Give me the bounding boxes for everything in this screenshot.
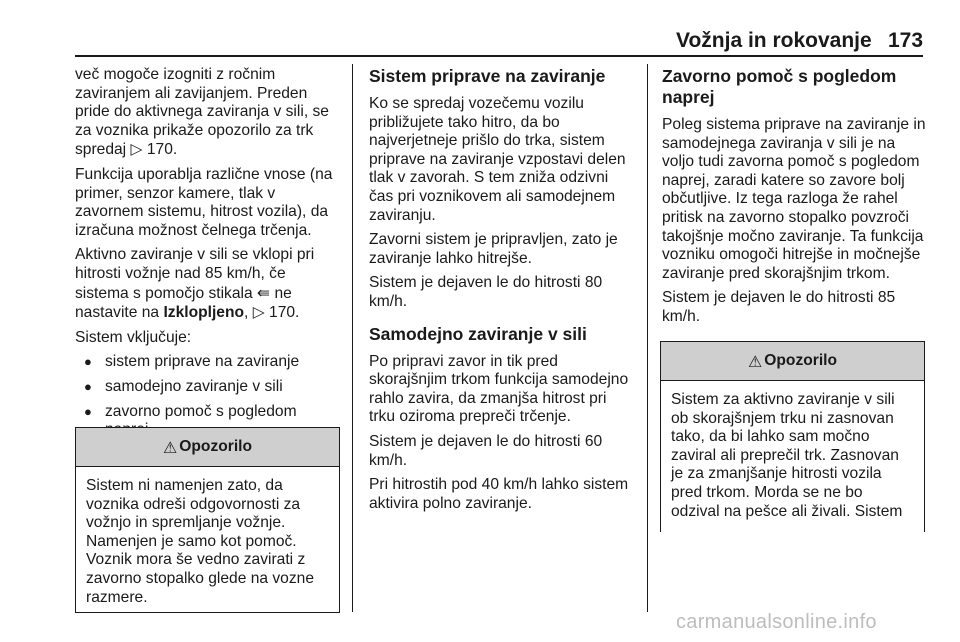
left-paragraph-3-bold: Izklopljeno bbox=[163, 304, 245, 322]
middle-paragraph-2: Zavorni sistem je pripravljen, zato je zaviranje lahko hitrejše. bbox=[369, 231, 618, 267]
middle-column bbox=[369, 66, 635, 519]
section-heading-forward-brake-assist: Zavorno pomoč s pogledom naprej bbox=[662, 66, 897, 107]
right-column bbox=[662, 66, 928, 333]
left-warning-box bbox=[75, 427, 340, 613]
watermark: carmanualsonline.info bbox=[676, 611, 877, 633]
left-paragraph-1 bbox=[75, 66, 343, 160]
list-item: ● sistem priprave na zaviranje bbox=[75, 353, 343, 372]
left-paragraph-2: Funkcija uporablja različne vnose (na primer, senzor kamere, tlak v zavornem sistemu, hitrost vozila), da izračuna možnost čelnega trčenja. bbox=[75, 165, 333, 239]
right-warning-title: Opozorilo bbox=[764, 352, 838, 369]
left-paragraph-4: Sistem vključuje: bbox=[75, 328, 192, 346]
right-paragraph-2: Sistem je dejaven le do hitrosti 85 km/h. bbox=[662, 289, 896, 325]
middle-paragraph-3: Sistem je dejaven le do hitrosti 80 km/h. bbox=[369, 274, 603, 310]
column-separator-left bbox=[352, 64, 353, 612]
left-paragraph-1-ref[interactable]: 170. bbox=[146, 141, 178, 159]
right-warning-header bbox=[661, 342, 924, 381]
left-warning-text: Sistem ni namenjen zato, da voznika odreši odgovornosti za vožnjo in spremljanje vožnje. Namenjen je samo kot pomoč. Voznik mora še vedno zavirati z zavorno stopalko glede na vozne razmere. bbox=[86, 477, 314, 606]
list-item: ● samodejno zaviranje v sili bbox=[75, 378, 343, 397]
middle-paragraph-4: Po pripravi zavor in tik pred skorajšnjim trkom funkcija samodejno rahlo zavira, da zmanjša hitrost pri trku oziroma prepreči trčenje. bbox=[369, 352, 629, 426]
list-item: ● zavorno pomoč s pogledom bbox=[75, 403, 343, 440]
middle-paragraph-6: Pri hitrostih pod 40 km/h lahko sistem aktivira polno zaviranje. bbox=[369, 476, 629, 512]
header-title: Vožnja in rokovanje bbox=[676, 29, 872, 52]
section-heading-emergency-braking: Samodejno zaviranje v sili bbox=[369, 323, 587, 344]
warning-triangle-icon: ⚠ bbox=[162, 437, 178, 457]
right-paragraph-1: Poleg sistema priprave na zaviranje in samodejnega zaviranja v sili je na voljo tudi zavorna pomoč s pogledom naprej, zaradi katere so zavore bolj občutljive. Iz tega razloga že rahel pritisk na zavorno stopalko povzroči takojšnje močno zaviranje. Ta funkcija vozniku omogoči hitrejše in močnejše zaviranje pred skorajšnjim trkom. bbox=[662, 116, 926, 282]
left-paragraph-3-ref[interactable]: 170. bbox=[269, 304, 300, 322]
section-heading-brake-prep: Sistem priprave na zaviranje bbox=[369, 66, 606, 86]
left-warning-title: Opozorilo bbox=[179, 438, 253, 455]
right-warning-box bbox=[660, 341, 925, 532]
left-warning-header bbox=[76, 428, 339, 467]
left-paragraph-3-text-b: ne nastavite na bbox=[75, 284, 292, 322]
page-number: 173 bbox=[888, 29, 924, 52]
reference-arrow-icon: ▷ bbox=[130, 140, 143, 159]
header-rule bbox=[75, 55, 923, 57]
reference-arrow-icon: ▷ bbox=[252, 303, 265, 322]
left-column bbox=[75, 66, 343, 446]
left-paragraph-3-text-a: Aktivno zaviranje v sili se vklopi pri hitrosti vožnje nad 85 km/h, če sistema s pomočjo stikala bbox=[75, 246, 315, 302]
left-paragraph-3: Aktivno zaviranje v sili se vklopi pri hitrosti vožnje nad 85 km/h, če sistema s pomočjo stikala ⇚ ne nastavite na Izklopljeno, ▷ 170. bbox=[75, 246, 315, 322]
middle-paragraph-5: Sistem je dejaven le do hitrosti 60 km/h. bbox=[369, 432, 603, 469]
warning-triangle-icon: ⚠ bbox=[747, 351, 763, 371]
column-separator-right bbox=[647, 64, 648, 612]
left-paragraph-1-text: več mogoče izogniti z ročnim zaviranjem ali zavijanjem. Preden pride do aktivnega zaviranja v sili, se za voznika prikaže opozorilo za trk spredaj bbox=[75, 66, 329, 159]
collision-switch-icon: ⇚ bbox=[257, 283, 271, 302]
middle-paragraph-1: Ko se spredaj vozečemu vozilu približujete tako hitro, da bo najverjetneje prišlo do trka, sistem priprave na zaviranje vzpostavi delen tlak v zavorah. S tem zniža odzivni čas pri voznikovem ali samodejnem zaviranju. bbox=[369, 95, 626, 224]
right-warning-text: Sistem za aktivno zaviranje v sili ob skorajšnjem trku ni zasnovan tako, da bi lahko sam močno zaviral ali preprečil trk. Zasnovan je za zmanjšanje hitrosti vozila pred trkom. Morda se ne bo odzival na pešce ali živali. Sistem bbox=[671, 391, 903, 520]
